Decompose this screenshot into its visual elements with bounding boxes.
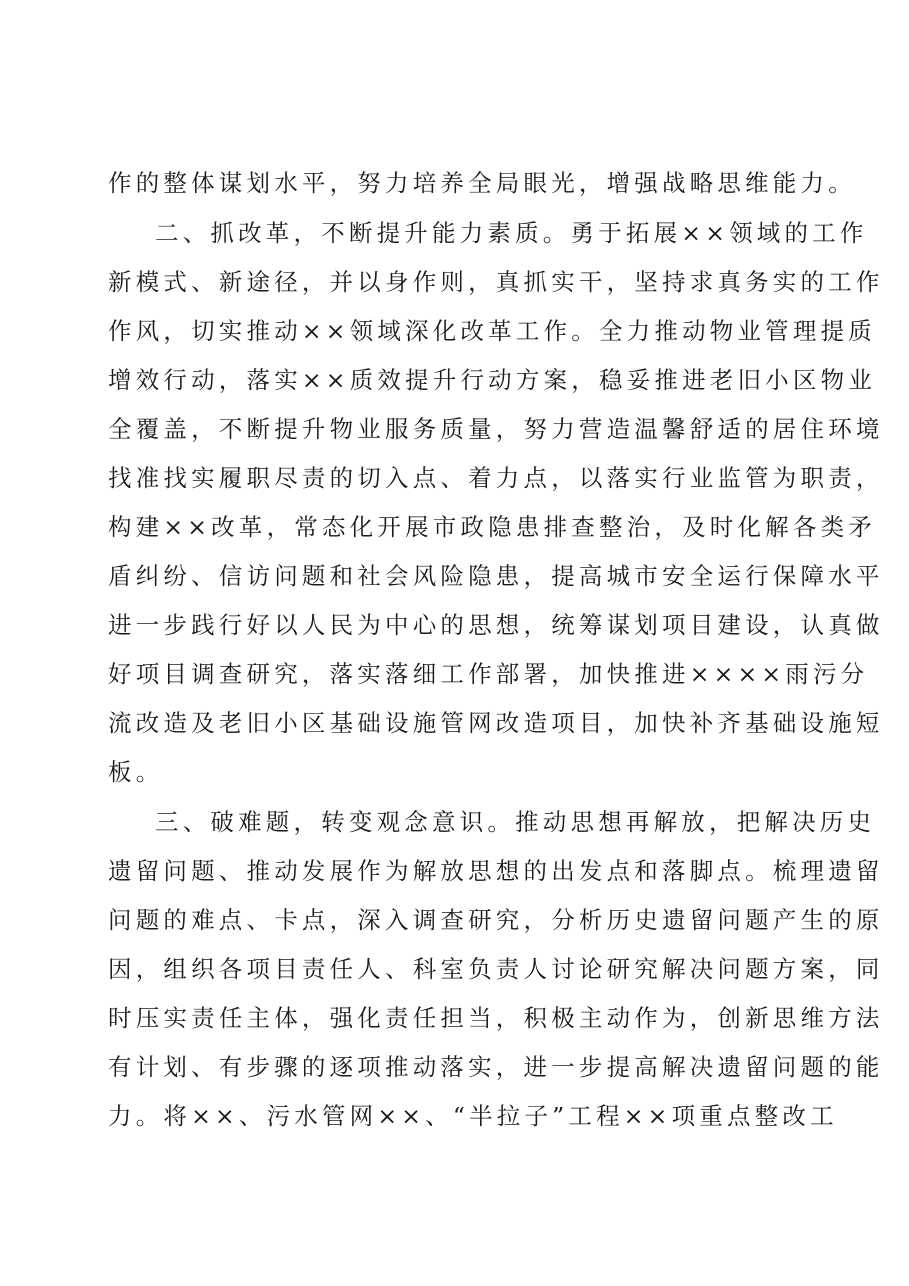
text-line: 有计划、有步骤的逐项推动落实，进一步提高解决遗留问题的能 — [108, 1053, 884, 1081]
text-line: 因，组织各项目责任人、科室负责人讨论研究解决问题方案，同 — [108, 955, 884, 983]
text-line: 遗留问题、推动发展作为解放思想的出发点和落脚点。梳理遗留 — [108, 857, 884, 885]
text-line: 三、破难题，转变观念意识。推动思想再解放，把解决历史 — [155, 808, 876, 836]
text-line: 全覆盖，不断提升物业服务质量，努力营造温馨舒适的居住环境 — [108, 415, 884, 443]
text-line: 好项目调查研究，落实落细工作部署，加快推进××××雨污分 — [108, 660, 869, 688]
text-line: 流改造及老旧小区基础设施管网改造项目，加快补齐基础设施短 — [108, 709, 884, 737]
text-line: 作风，切实推动××领域深化改革工作。全力推动物业管理提质 — [108, 317, 876, 345]
text-line: 时压实责任主体，强化责任担当，积极主动作为，创新思维方法 — [108, 1004, 884, 1032]
text-line: 板。 — [108, 758, 164, 786]
text-line: 进一步践行好以人民为中心的思想，统筹谋划项目建设，认真做 — [108, 611, 884, 639]
text-line: 构建××改革，常态化开展市政隐患排查整治，及时化解各类矛 — [108, 513, 876, 541]
text-line: 作的整体谋划水平，努力培养全局眼光，增强战略思维能力。 — [108, 169, 856, 197]
text-line: 盾纠纷、信访问题和社会风险隐患，提高城市安全运行保障水平 — [108, 562, 884, 590]
text-line: 力。将××、污水管网××、“半拉子”工程××项重点整改工 — [108, 1102, 838, 1130]
text-line: 新模式、新途径，并以身作则，真抓实干，坚持求真务实的工作 — [108, 268, 884, 296]
text-line: 找准找实履职尽责的切入点、着力点，以落实行业监管为职责， — [108, 464, 884, 492]
text-line: 二、抓改革，不断提升能力素质。勇于拓展××领域的工作 — [155, 219, 868, 247]
text-line: 增效行动，落实××质效提升行动方案，稳妥推进老旧小区物业 — [108, 366, 876, 394]
text-line: 问题的难点、卡点，深入调查研究，分析历史遗留问题产生的原 — [108, 906, 884, 934]
